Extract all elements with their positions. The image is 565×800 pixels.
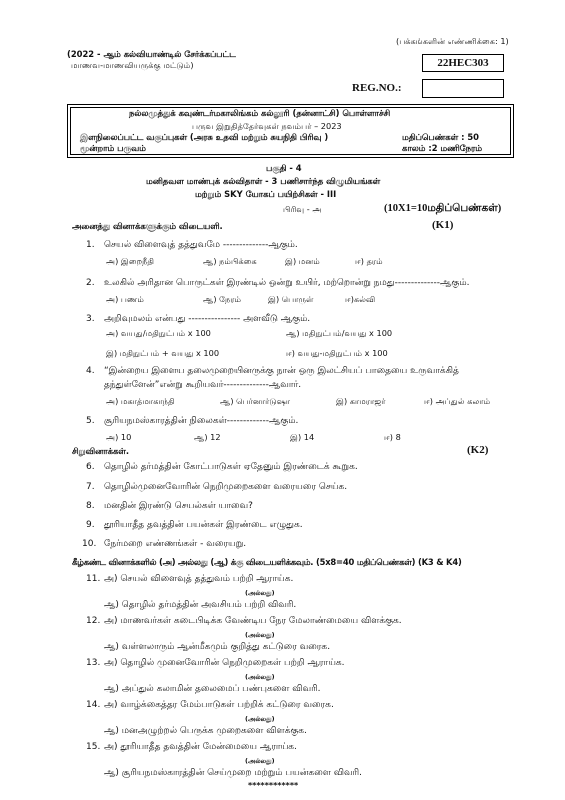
long-section-instruction: கீழ்கண்ட வினாக்களில் (அ) அல்லது (ஆ) க்கு விடையளிக்கவும். (5x8=40 மதிப்பெண்கள்) (K3 & K4) xyxy=(72,557,462,567)
option-a: அ) மாணவர்கள் கடைபிடிக்க வேண்டிய நேர மேலாண்மையை விளக்குக. xyxy=(104,616,402,626)
section-a-instruction: அனைத்து வினாக்களுக்கும் விடையளி. xyxy=(72,221,223,231)
subject-code-box: 22HEC303 xyxy=(422,54,504,72)
question-number: 14. xyxy=(86,700,101,710)
question-number: 6. xyxy=(86,462,95,472)
exam-title: பருவ இறுதித்தேர்வுகள் நவம்பர் – 2023 xyxy=(192,121,342,131)
question-text: தொழில்முனைவோரின் நெறிமுறைகளை வரையரை செய்க. xyxy=(104,482,348,492)
option: ஆ) 12 xyxy=(194,432,221,442)
subject-line-2: மற்றும் SKY யோகப் பயிற்சிகள் - III xyxy=(195,189,337,199)
question-number: 7. xyxy=(86,482,95,492)
question-number: 1. xyxy=(86,240,95,250)
option: ஆ) பெர்னார்டுஷா xyxy=(220,396,291,406)
question-number: 11. xyxy=(86,574,101,584)
option: ஆ) நம்பிக்கை xyxy=(203,256,257,266)
option: அ) மகாத்மாகாந்தி xyxy=(106,396,175,406)
subject-line-1: மனிதவள மாண்புக் கல்விதாள் - 3 பணிசார்ந்த விழுமியங்கள் xyxy=(146,176,381,186)
short-section-level: (K2) xyxy=(467,444,489,456)
question-number: 10. xyxy=(82,539,97,549)
option-b: ஆ) சூரியநமஸ்காரத்தின் செய்முறை மற்றும் பயன்களை விவரி. xyxy=(104,768,362,778)
option: அ) வயது/மதிநுட்பம் x 100 xyxy=(106,328,211,338)
option: ஈ) தரம் xyxy=(355,256,383,266)
option: ஆ) மதிநுட்பம்/வயது x 100 xyxy=(286,328,393,338)
section-a-title: பிரிவு - அ xyxy=(283,204,322,214)
class-info: இளநிலைப்பட்ட வகுப்புகள் (அரசு உதவி மற்றும் சுயநிதி பிரிவு ) xyxy=(80,132,329,142)
question-text: செயல் விளைவுத் தத்துவமே --------------ஆகும். xyxy=(104,240,298,250)
option: அ) பணம் xyxy=(106,294,144,304)
option-b: ஆ) மனஅழுற்றல் பெருக்க முறைகளை விளக்குக. xyxy=(104,726,307,736)
or-separator: (அல்லது) xyxy=(245,715,275,723)
option: இ) மனம் xyxy=(285,256,320,266)
reg-no-label: REG.NO.: xyxy=(352,82,402,94)
question-number: 8. xyxy=(86,501,95,511)
semester: மூன்றாம் பருவம் xyxy=(80,143,146,153)
option: இ) காமராஜர் xyxy=(336,396,386,406)
question-number: 2. xyxy=(86,278,95,288)
question-text: சூரியநமஸ்காரத்தின் நிலைகள்-------------ஆகும். xyxy=(104,416,299,426)
question-text: “இன்றைய இளைய தலைமுறையினருக்கு நான் ஒரு இலட்சியப் பாதையை உருவாக்கித் xyxy=(104,366,459,376)
option-a: அ) செயல் விளைவுத் தத்துவம் பற்றி ஆராய்க. xyxy=(104,574,294,584)
section-a-marks: (10X1=10மதிப்பெண்கள்) xyxy=(384,203,502,214)
option-b: ஆ) அப்துல் கலாமின் தலைமைப் பண்புகளை விவரி. xyxy=(104,684,321,694)
question-number: 15. xyxy=(86,742,101,752)
option: ஈ) 8 xyxy=(384,432,401,442)
end-marker: ************ xyxy=(248,781,299,790)
or-separator: (அல்லது) xyxy=(245,673,275,681)
option: ஈ) வயது-மதிநுட்பம் x 100 xyxy=(286,348,388,358)
option: ஈ)கல்வி xyxy=(345,294,376,304)
duration: காலம் :2 மணிநேரம் xyxy=(402,143,483,153)
option: அ) இறைநீதி xyxy=(106,256,155,266)
option-a: அ) வாழ்க்கைத்தர மேம்பாடுகள் பற்றிக் கட்டுரை வரைக. xyxy=(104,700,334,710)
students-only: மாணவ-மாணவியருக்கு மட்டும்) xyxy=(71,60,194,70)
question-text-line-2: தந்துள்ளேன்”என்று கூறியவர்--------------ஆவார். xyxy=(104,380,302,390)
question-number: 4. xyxy=(86,366,95,376)
short-section-title: சிறுவினாக்கள். xyxy=(72,446,130,456)
option: ஆ) நேரம் xyxy=(203,294,242,304)
page-count: (பக்கங்களின் எண்ணிக்கை: 1) xyxy=(396,36,509,46)
option-b: ஆ) தொழில் தர்மத்தின் அவசியம் பற்றி விவரி. xyxy=(104,600,297,610)
max-marks: மதிப்பெண்கள் : 50 xyxy=(402,132,479,142)
question-text: அறிவுமலம் என்பது ---------------- அளவீடு ஆகும். xyxy=(104,314,311,324)
batch-line: (2022 - ஆம் கல்வியாண்டில் சேர்க்கப்பட்ட xyxy=(67,49,236,59)
question-number: 3. xyxy=(86,314,95,324)
college-name: நல்லமுத்துக் கவுண்டர்மகாலிங்கம் கல்லூரி (தன்னாட்சி) பொள்ளாச்சி xyxy=(129,108,391,118)
or-separator: (அல்லது) xyxy=(245,757,275,765)
option-b: ஆ) வள்ளலாரும் ஆன்மீகமும் குறித்து கட்டுரை வரைக. xyxy=(104,642,331,652)
option: ஈ) அப்துல் கலாம் xyxy=(424,396,491,406)
question-number: 9. xyxy=(86,520,95,530)
question-text: தொழில் தர்மத்தின் கோட்பாடுகள் ஏதேனும் இரண்டைக் கூறுக. xyxy=(104,462,358,472)
option-a: அ) தொழில் முனைவோரின் நெறிமுறைகள் பற்றி ஆராய்க. xyxy=(104,658,345,668)
part-label: பகுதி - 4 xyxy=(266,163,302,173)
question-text: உலகில் அரிதான பொருட்கள் இரண்டில் ஒன்று உயிர், மற்றொன்று நமது--------------ஆகும். xyxy=(104,278,470,288)
option: இ) பொருள் xyxy=(268,294,314,304)
question-text: மனதின் இரண்டு செயல்கள் யாவை? xyxy=(104,501,253,511)
question-text: தூரியாதீத தவத்தின் பயன்கள் இரண்டை எழுதுக. xyxy=(104,520,303,530)
question-number: 13. xyxy=(86,658,101,668)
option: இ) 14 xyxy=(290,432,315,442)
question-text: நேர்மறை எண்ணங்கள் - வரையறு. xyxy=(104,539,247,549)
option: அ) 10 xyxy=(106,432,132,442)
or-separator: (அல்லது) xyxy=(245,631,275,639)
option: இ) மதிநுட்பம் + வயது x 100 xyxy=(106,348,220,358)
or-separator: (அல்லது) xyxy=(245,589,275,597)
question-number: 12. xyxy=(86,616,101,626)
section-a-level: (K1) xyxy=(432,219,454,231)
reg-no-field[interactable] xyxy=(422,79,504,98)
option-a: அ) தூரியாதீத தவத்தின் மேன்மையை ஆராய்க. xyxy=(104,742,297,752)
question-number: 5. xyxy=(86,416,95,426)
